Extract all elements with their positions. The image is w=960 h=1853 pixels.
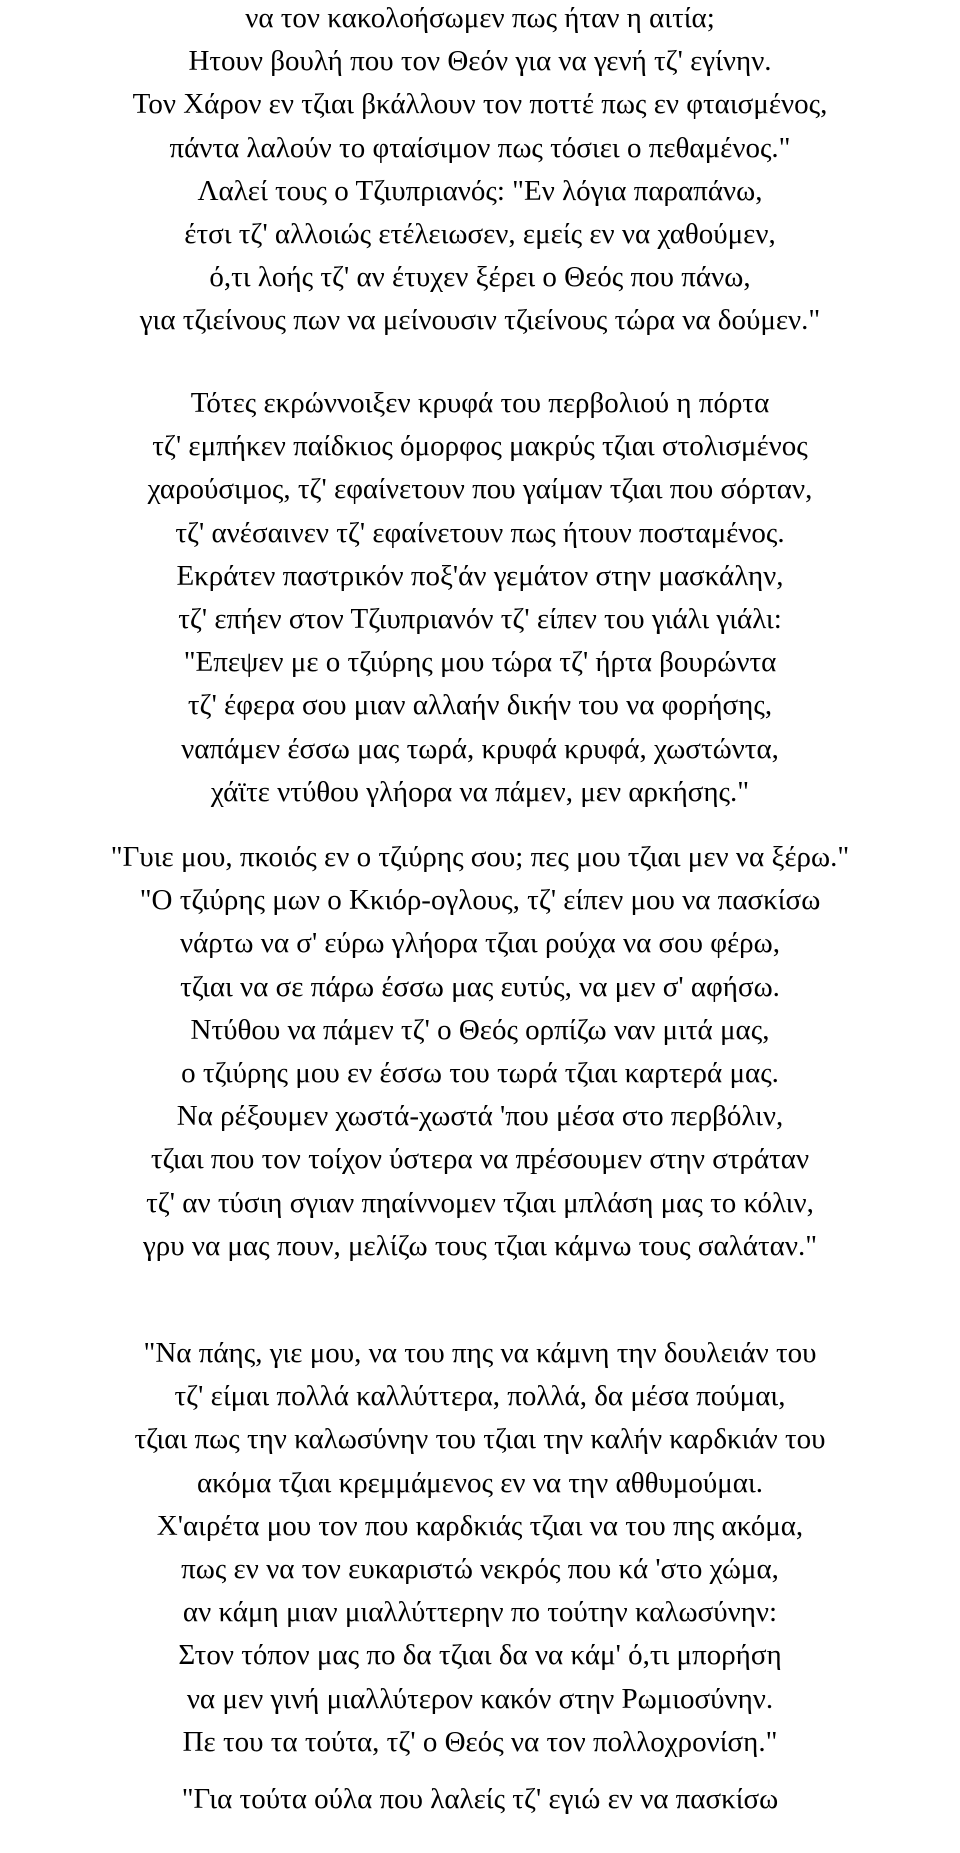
poem-line: Πε του τα τούτα, τζ' ο Θεός να τον πολλοχρονίση.": [182, 1725, 778, 1758]
poem-line: τζ' έφερα σου μιαν αλλαήν δικήν του να φορήσης,: [187, 689, 773, 722]
poem-line: για τζιείνους πων να μείνουσιν τζιείνους τώρα να δούμεν.": [139, 304, 821, 337]
poem-line: "Για τούτα ούλα που λαλείς τζ' εγιώ εν να πασκίσω: [181, 1783, 779, 1815]
poem-line: Στον τόπον μας πο δα τζιαι δα να κάμ' ό,τι μπορήση: [178, 1639, 782, 1672]
poem-line: "Ο τζιύρης μων ο Κκιόρ-ογλους, τζ' είπεν μου να πασκίσω: [139, 884, 821, 917]
poem-line: πάντα λαλούν το φταίσιμον πως τόσιει ο πεθαμένος.": [169, 131, 791, 164]
stanza-5: [0, 1778, 960, 1821]
poem-line: Ντύθου να πάμεν τζ' ο Θεός ορπίζω ναν μιτά μας,: [190, 1013, 770, 1046]
poem-line: Ητουν βουλή που τον Θεόν για να γενή τζ' εγίνην.: [188, 45, 772, 78]
poem-line: Τότες εκρώννοιξεν κρυφά του περβολιού η πόρτα: [190, 387, 770, 419]
poem-line: Τον Χάρον εν τζιαι βκάλλουν τον ποττέ πως εν φταισμένος,: [132, 88, 828, 121]
poem-line: τζ' είμαι πολλά καλλύττερα, πολλά, δα μέσα πούμαι,: [174, 1380, 786, 1413]
poem-line: Χ'αιρέτα μου τον που καρδκιάς τζιαι να του πης ακόμα,: [156, 1509, 804, 1542]
poem-line: τζ' αν τύσιη σγιαν πηαίννομεν τζιαι μπλάση μας το κόλιν,: [146, 1186, 814, 1219]
poem-line: ο τζιύρης μου εν έσσω του τωρά τζιαι καρτερά μας.: [181, 1056, 779, 1089]
poem-line: γρυ να μας πουν, μελίζω τους τζιαι κάμνω τους σαλάταν.": [142, 1229, 818, 1262]
poem-line: τζ' επήεν στον Τζιυπριανόν τζ' είπεν του γιάλι γιάλι:: [178, 602, 782, 635]
stanza-1: [0, 0, 960, 343]
poem-line: Εκράτεν παστρικόν ποξ'άν γεμάτον στην μασκάλην,: [176, 559, 784, 592]
stanza-2: [0, 382, 960, 814]
poem-line: να τον κακολοήσωμεν πως ήταν η αιτία;: [245, 2, 715, 34]
poem-line: ό,τι λοής τζ' αν έτυχεν ξέρει ο Θεός που πάνω,: [209, 261, 751, 294]
poem-line: τζιαι που τον τοίχον ύστερα να πpέσουμεν στην στράταν: [150, 1143, 810, 1176]
poem-line: τζιαι να σε πάρω έσσω μας ευτύς, να μεν σ' αφήσω.: [180, 970, 780, 1003]
poem-line: χάϊτε ντύθου γλήορα να πάμεν, μεν αρκήσης.": [210, 775, 750, 808]
poem-line: να μεν γινή μιαλλύτερον κακόν στην Ρωμιοσύνην.: [186, 1682, 774, 1715]
stanza-4: [0, 1332, 960, 1764]
poem-line: "Επεψεν με ο τζιύρης μου τώρα τζ' ήρτα βουρώντα: [183, 646, 777, 679]
poem-line: Να ρέξουμεν χωστά-χωστά 'που μέσα στο περβόλιν,: [176, 1100, 784, 1133]
poem-line: "Να πάης, γιε μου, να του πης να κάμνη την δουλειάν του: [143, 1337, 817, 1369]
poem-line: πως εν να τον ευκαριστώ νεκρός που κά 'στο χώμα,: [181, 1552, 779, 1585]
poem-line: αν κάμη μιαν μιαλλύττερην πο τούτην καλωσύνην:: [182, 1596, 778, 1629]
poem-line: ακόμα τζιαι κρεμμάμενος εν να την αθθυμούμαι.: [196, 1466, 764, 1499]
poem-line: ναπάμεν έσσω μας τωρά, κρυφά κρυφά, χωστώντα,: [181, 732, 779, 765]
poem-line: χαρούσιμος, τζ' εφαίνετουν που γαίμαν τζιαι που σόρταν,: [147, 473, 813, 506]
poem-line: "Γυιε μου, πκοιός εν ο τζιύρης σου; πες μου τζιαι μεν να ξέρω.": [110, 841, 850, 873]
poem-line: τζ' εμπήκεν παίδκιος όμορφος μακρύς τζιαι στολισμένος: [152, 430, 808, 463]
stanza-3: [0, 836, 960, 1268]
poem-line: τζιαι πως την καλωσύνην του τζιαι την καλήν καρδκιάν του: [134, 1423, 826, 1456]
poem-line: νάρτω να σ' εύρω γλήορα τζιαι ρούχα να σου φέρω,: [179, 927, 780, 960]
poem-line: έτσι τζ' αλλοιώς ετέλειωσεν, εμείς εν να χαθούμεν,: [184, 217, 776, 250]
poem-line: τζ' ανέσαινεν τζ' εφαίνετουν πως ήτουν ποσταμένος.: [175, 516, 785, 549]
poem-line: Λαλεί τους ο Τζιυπριανός: "Εν λόγια παραπάνω,: [197, 174, 763, 207]
